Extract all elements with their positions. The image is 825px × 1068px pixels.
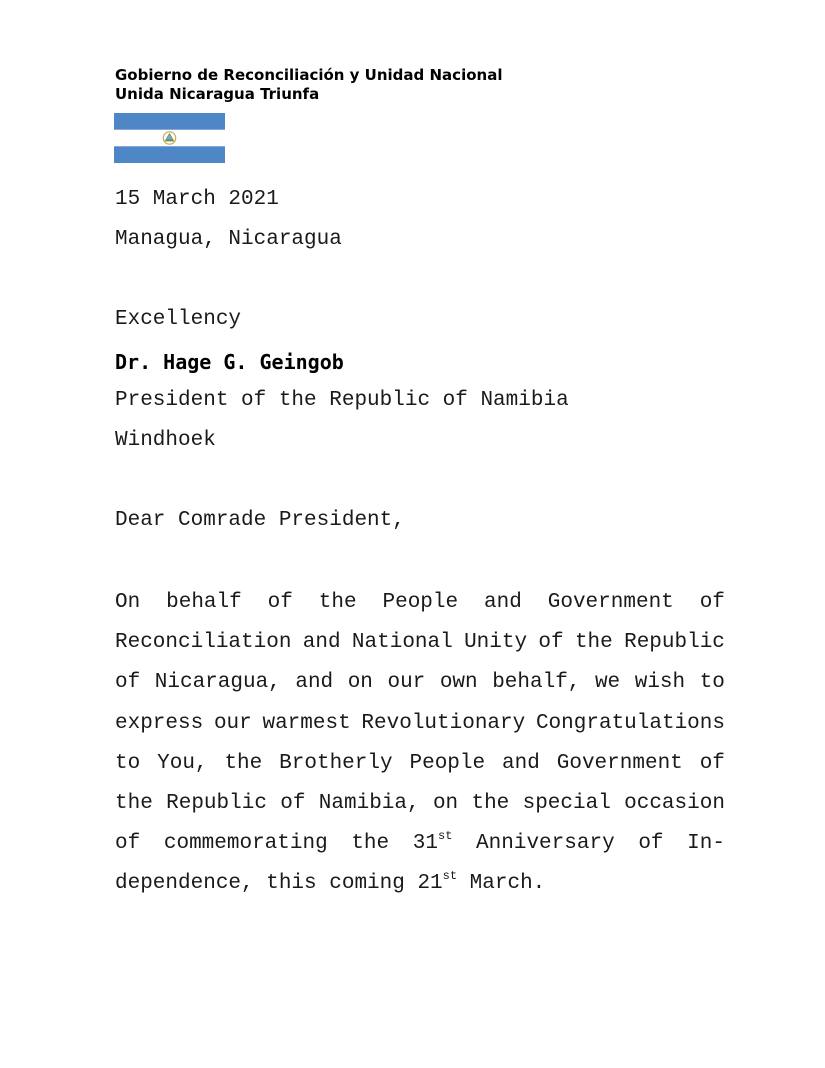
body-word: Republic (166, 791, 267, 815)
body-word: of (699, 751, 725, 775)
body-word: of (280, 791, 306, 815)
body-word: of (267, 591, 293, 614)
letterhead-slogan: Unida Nicaragua Triunfa (115, 85, 320, 103)
body-word: the (471, 791, 510, 815)
body-line (115, 588, 725, 628)
body-word: commemorating (163, 832, 328, 856)
body-word: the (115, 791, 153, 815)
body-line (115, 869, 725, 909)
body-word: 21st (417, 869, 458, 896)
body-word: and (302, 631, 341, 655)
letter-place: Managua, Nicaragua (115, 228, 342, 251)
body-word: On (115, 591, 141, 614)
body-word: Brotherly (279, 751, 393, 775)
body-word: In- (687, 832, 725, 856)
body-word: on (347, 671, 373, 695)
body-word: special (522, 791, 611, 815)
body-word: behalf (166, 591, 242, 614)
body-line (115, 668, 725, 708)
body-word: of (115, 671, 141, 695)
body-word: own (439, 671, 478, 695)
body-word: 31st (412, 829, 453, 856)
body-word: warmest (262, 711, 351, 735)
body-line (115, 628, 725, 668)
greeting: Dear Comrade President, (115, 509, 405, 532)
letterhead-government: Gobierno de Reconciliación y Unidad Nacional (115, 66, 503, 84)
body-word: and (295, 671, 334, 695)
body-word: Reconciliation (115, 631, 292, 655)
body-word: express (115, 711, 204, 735)
body-word: the (224, 751, 263, 775)
body-word: You, (157, 751, 208, 775)
body-word: People (409, 751, 486, 775)
body-word: on (432, 791, 459, 815)
body-word: dependence, (115, 872, 254, 896)
body-word: wish (634, 671, 686, 695)
body-word: to (699, 671, 725, 695)
body-word: of (699, 591, 725, 614)
body-word: People (382, 591, 459, 614)
ordinal-suffix: st (442, 869, 458, 884)
body-word: Nicaragua, (154, 671, 281, 695)
body-word: this (266, 872, 317, 896)
body-word: Namibia, (318, 791, 420, 815)
body-word: of (638, 832, 664, 856)
body-line (115, 709, 725, 749)
body-word: of (538, 631, 564, 655)
recipient-name: Dr. Hage G. Geingob (115, 350, 344, 374)
body-word: Government (556, 751, 683, 775)
body-paragraph (115, 588, 725, 910)
nicaragua-flag-icon (114, 113, 225, 163)
ordinal-suffix: st (438, 829, 453, 844)
body-word: and (484, 591, 522, 614)
body-word: Republic (624, 631, 725, 655)
body-line (115, 749, 725, 789)
body-word: we (594, 671, 621, 695)
body-word: occasion (624, 791, 725, 815)
body-word: behalf, (492, 671, 581, 695)
body-word: Revolutionary (361, 711, 526, 735)
recipient-city: Windhoek (115, 429, 216, 452)
body-word: our (213, 711, 252, 735)
body-word: coming (329, 872, 405, 896)
recipient-title: President of the Republic of Namibia (115, 389, 569, 412)
body-word: Congratulations (535, 711, 725, 735)
body-word: Unity (464, 631, 528, 655)
salutation-title: Excellency (115, 308, 242, 331)
letter-date: 15 March 2021 (115, 188, 279, 211)
body-word: our (387, 671, 426, 695)
body-word: to (115, 751, 141, 775)
body-word: the (318, 591, 357, 614)
body-word: the (574, 631, 613, 655)
body-word: Government (547, 591, 674, 614)
body-line (115, 789, 725, 829)
letterhead (115, 66, 502, 104)
body-word: the (351, 832, 390, 856)
body-word: National (351, 631, 453, 655)
body-word: of (115, 832, 141, 856)
body-word: and (502, 751, 540, 775)
body-word: Anniversary (476, 832, 615, 856)
body-line (115, 829, 725, 869)
body-word: March. (469, 872, 546, 896)
